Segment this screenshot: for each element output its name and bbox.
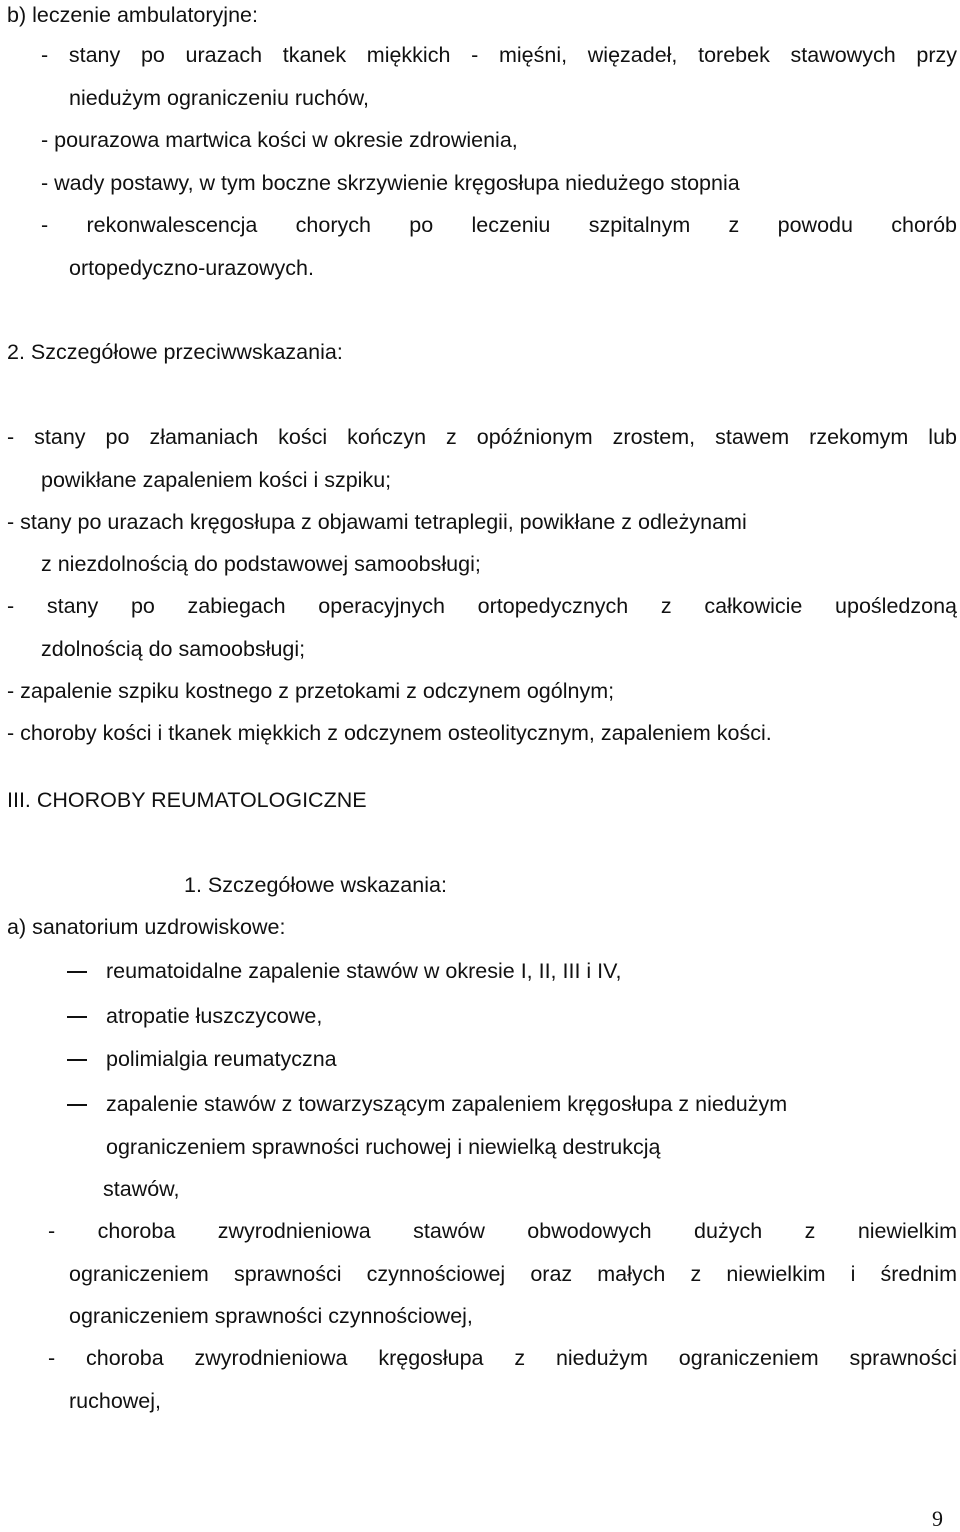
- list-item-continuation: powikłane zapaleniem kości i szpiku;: [41, 468, 392, 492]
- list-item-continuation: ograniczeniem sprawności ruchowej i niewielką destrukcją: [106, 1135, 661, 1159]
- sanatorium-heading: a) sanatorium uzdrowiskowe:: [7, 915, 286, 939]
- list-item: - wady postawy, w tym boczne skrzywienie kręgosłupa niedużego stopnia: [41, 171, 740, 195]
- section-title: III. CHOROBY REUMATOLOGICZNE: [7, 788, 367, 812]
- list-item: - choroba zwyrodnieniowa stawów obwodowych dużych z niewielkim: [48, 1219, 957, 1243]
- list-item: - stany po urazach tkanek miękkich - mięśni, więzadeł, torebek stawowych przy: [41, 43, 957, 67]
- dash-bullet-icon: [67, 971, 87, 973]
- list-item: - choroby kości i tkanek miękkich z odczynem osteolitycznym, zapaleniem kości.: [7, 721, 772, 745]
- list-item: zapalenie stawów z towarzyszącym zapaleniem kręgosłupa z niedużym: [106, 1092, 788, 1116]
- list-item: - choroba zwyrodnieniowa kręgosłupa z niedużym ograniczeniem sprawności: [48, 1346, 957, 1370]
- list-item: reumatoidalne zapalenie stawów w okresie I, II, III i IV,: [106, 959, 622, 983]
- indications-heading: 1. Szczegółowe wskazania:: [184, 873, 447, 897]
- dash-bullet-icon: [67, 1059, 87, 1061]
- contraindications-heading: 2. Szczegółowe przeciwwskazania:: [7, 340, 343, 364]
- list-item: atropatie łuszczycowe,: [106, 1004, 323, 1028]
- list-item: - pourazowa martwica kości w okresie zdrowienia,: [41, 128, 518, 152]
- list-item-continuation: zdolnością do samoobsługi;: [41, 637, 306, 661]
- dash-bullet-icon: [67, 1104, 87, 1106]
- list-item-continuation: ograniczeniem sprawności czynnościowej oraz małych z niewielkim i średnim: [69, 1262, 957, 1286]
- list-item-continuation: z niezdolnością do podstawowej samoobsługi;: [41, 552, 481, 576]
- list-item-continuation: niedużym ograniczeniu ruchów,: [69, 86, 369, 110]
- list-item-continuation: stawów,: [103, 1177, 180, 1201]
- page-number: 9: [932, 1506, 943, 1531]
- list-item-continuation: ortopedyczno-urazowych.: [69, 256, 314, 280]
- list-item: - stany po urazach kręgosłupa z objawami tetraplegii, powikłane z odleżynami: [7, 510, 747, 534]
- section-b-heading: b) leczenie ambulatoryjne:: [7, 3, 258, 27]
- dash-bullet-icon: [67, 1016, 87, 1018]
- list-item-continuation: ograniczeniem sprawności czynnościowej,: [69, 1304, 473, 1328]
- list-item: - rekonwalescencja chorych po leczeniu szpitalnym z powodu chorób: [41, 213, 957, 237]
- list-item-continuation: ruchowej,: [69, 1389, 162, 1413]
- list-item: - stany po złamaniach kości kończyn z opóźnionym zrostem, stawem rzekomym lub: [7, 425, 957, 449]
- list-item: - stany po zabiegach operacyjnych ortopedycznych z całkowicie upośledzoną: [7, 594, 957, 618]
- list-item: - zapalenie szpiku kostnego z przetokami z odczynem ogólnym;: [7, 679, 615, 703]
- list-item: polimialgia reumatyczna: [106, 1047, 337, 1071]
